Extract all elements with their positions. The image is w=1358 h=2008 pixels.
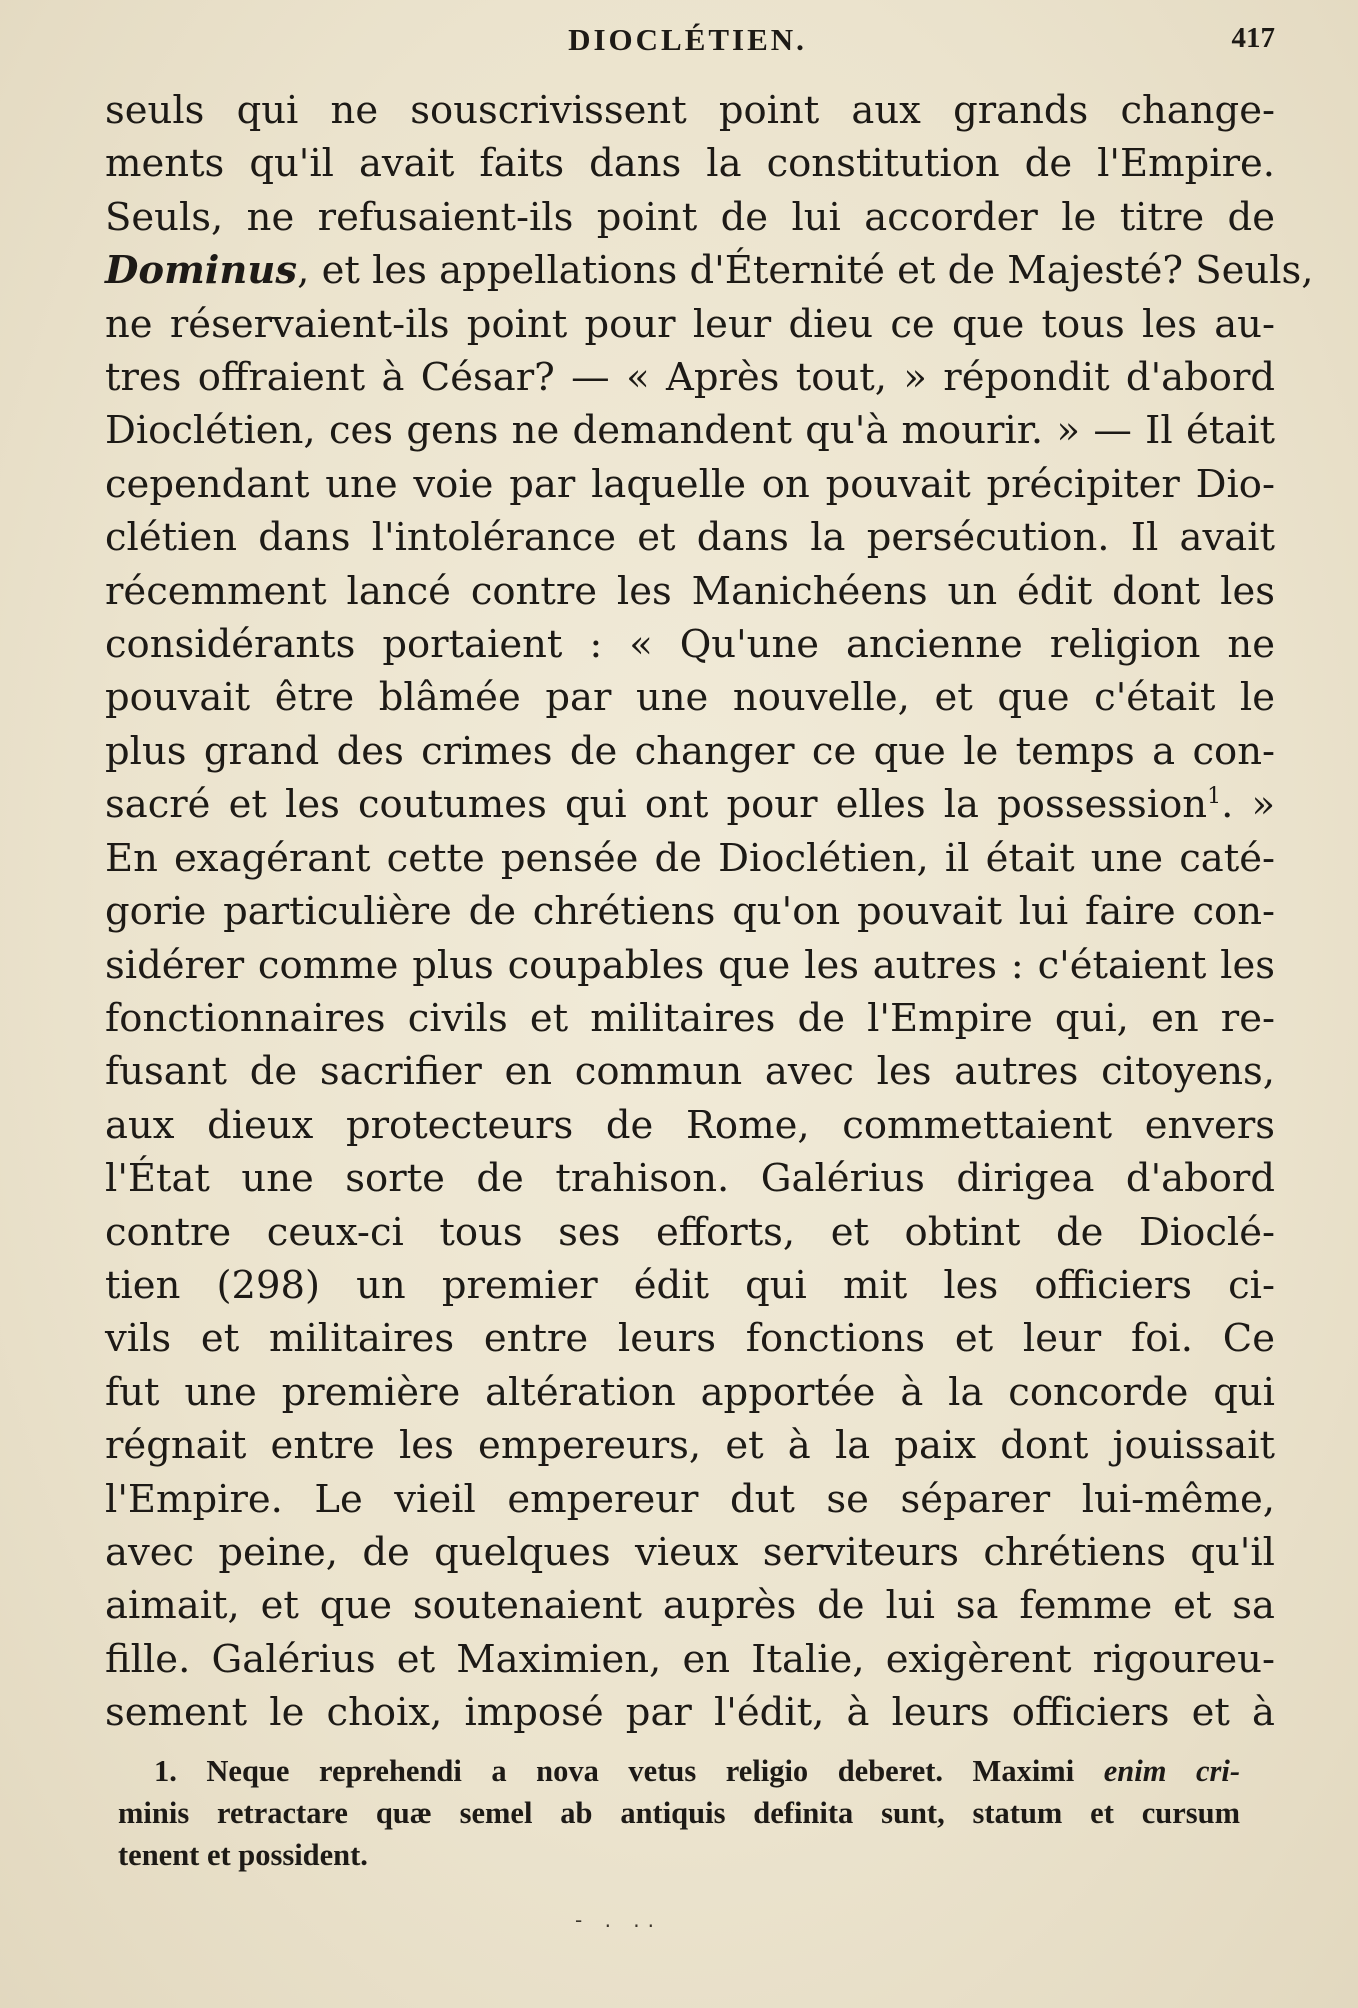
text-line-main: sacré et les coutumes qui ont pour elles la possession <box>105 782 1208 828</box>
text-line: ments qu'il avait faits dans la constitution de l'Empire. <box>105 141 1275 187</box>
printer-mark: - . .. <box>575 1908 663 1932</box>
text-line: cependant une voie par laquelle on pouvait précipiter Dio- <box>105 461 1275 507</box>
footnote-marker: 1 <box>1207 784 1222 810</box>
footnote-italic-text: enim cri- <box>1103 1754 1240 1788</box>
text-line: l'Empire. Le vieil empereur dut se séparer lui-même, <box>105 1476 1275 1522</box>
footnote-number: 1. <box>154 1754 177 1788</box>
text-line: seuls qui ne souscrivissent point aux grands change- <box>105 88 1275 133</box>
text-line: Dioclétien, ces gens ne demandent qu'à mourir. » — Il était <box>105 408 1275 454</box>
body-text <box>105 84 1314 1740</box>
text-line: contre ceux-ci tous ses efforts, et obtint de Dioclé- <box>105 1209 1275 1255</box>
text-line: gorie particulière de chrétiens qu'on pouvait lui faire con- <box>105 889 1275 935</box>
text-line: récemment lancé contre les Manichéens un édit dont les <box>105 568 1275 614</box>
text-line: régnait entre les empereurs, et à la paix dont jouissait <box>105 1423 1275 1469</box>
text-line: vils et militaires entre leurs fonctions et leur foi. Ce <box>105 1316 1275 1362</box>
footnote-line <box>118 1750 1240 1792</box>
footnote-line: tenent et possident. <box>118 1838 368 1872</box>
text-line: avec peine, de quelques vieux serviteurs chrétiens qu'il <box>105 1529 1275 1575</box>
text-line: fonctionnaires civils et militaires de l'Empire qui, en re- <box>105 995 1275 1041</box>
text-line: fille. Galérius et Maximien, en Italie, exigèrent rigoureu- <box>105 1636 1275 1682</box>
text-line: considérants portaient : « Qu'une ancienne religion ne <box>105 622 1275 668</box>
text-line: tres offraient à César? — « Après tout, » répondit d'abord <box>105 355 1275 401</box>
text-line: aimait, et que soutenaient auprès de lui sa femme et sa <box>105 1583 1275 1629</box>
text-line: plus grand des crimes de changer ce que le temps a con- <box>105 728 1275 774</box>
running-title: DIOCLÉTIEN. <box>568 22 807 57</box>
text-line: Seuls, ne refusaient-ils point de lui accorder le titre de <box>105 194 1275 240</box>
text-line: clétien dans l'intolérance et dans la persécution. Il avait <box>105 515 1275 561</box>
text-line: l'État une sorte de trahison. Galérius dirigea d'abord <box>105 1156 1275 1202</box>
text-line: pouvait être blâmée par une nouvelle, et que c'était le <box>105 675 1275 721</box>
running-head <box>100 22 1275 72</box>
text-line-rest: , et les appellations d'Éternité et de Majesté? Seuls, <box>297 248 1314 294</box>
closing-quote: . » <box>1221 782 1276 828</box>
page-number: 417 <box>1231 22 1275 54</box>
text-line: sidérer comme plus coupables que les autres : c'étaient les <box>105 942 1275 988</box>
text-line: En exagérant cette pensée de Dioclétien, il était une caté- <box>105 835 1275 881</box>
text-line-with-footnote-ref <box>105 778 1275 831</box>
text-line: fusant de sacrifier en commun avec les autres citoyens, <box>105 1049 1275 1095</box>
footnote-line: minis retractare quæ semel ab antiquis definita sunt, statum et cursum <box>118 1796 1240 1830</box>
text-line-with-italic <box>105 244 1314 297</box>
text-line: aux dieux protecteurs de Rome, commettaient envers <box>105 1102 1275 1148</box>
footnote <box>118 1750 1240 1876</box>
footnote-text: Neque reprehendi a nova vetus religio deberet. Maximi <box>206 1754 1075 1788</box>
text-line: tien (298) un premier édit qui mit les officiers ci- <box>105 1262 1275 1308</box>
text-line: sement le choix, imposé par l'édit, à leurs officiers et à <box>105 1690 1275 1736</box>
italic-word: Dominus <box>105 248 298 294</box>
text-line: ne réservaient-ils point pour leur dieu ce que tous les au- <box>105 301 1275 347</box>
text-line: fut une première altération apportée à la concorde qui <box>105 1369 1275 1415</box>
